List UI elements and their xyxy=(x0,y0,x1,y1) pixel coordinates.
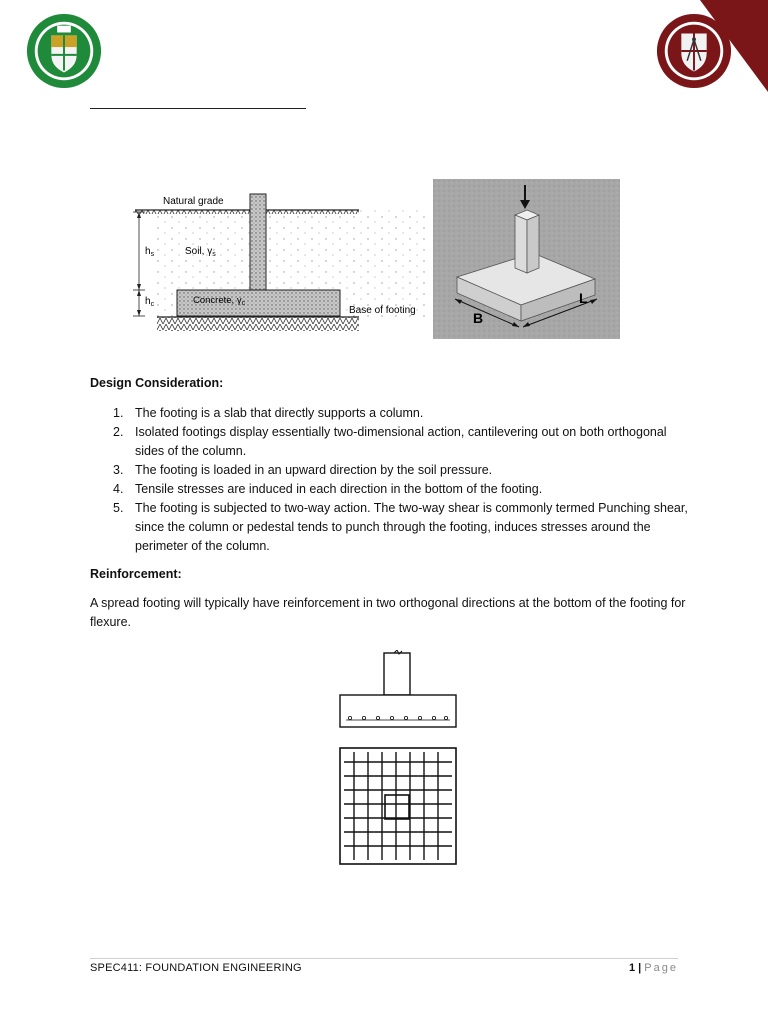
reinforcement-paragraph: A spread footing will typically have reinforcement in two orthogonal directions at the bottom of the footing for flexure. xyxy=(90,596,686,629)
footer-page-number xyxy=(600,962,678,974)
base-of-footing-label: Base of footing xyxy=(349,305,416,316)
list-item: 1. The footing is a slab that directly supports a column. xyxy=(113,406,424,420)
list-item: 5. The footing is subjected to two-way action. The two-way shear is commonly termed Punching shear, since the column or pedestal tends to punch through the footing, induces stresses around the perimeter of the column. xyxy=(113,501,688,553)
list-item: 2. Isolated footings display essentially two-dimensional action, cantilevering out on both orthogonal sides of the column. xyxy=(113,425,667,458)
reinforcement-heading: Reinforcement: xyxy=(90,567,182,581)
concrete-label: Concrete, $\gamma_c$ xyxy=(193,295,246,307)
reinforcement-diagram xyxy=(338,650,460,866)
list-item: 4. Tensile stresses are induced in each direction in the bottom of the footing. xyxy=(113,482,543,496)
design-consideration-list xyxy=(90,404,690,556)
page-word: Page xyxy=(644,962,678,974)
university-seal-left-icon xyxy=(25,12,103,90)
corner-accent xyxy=(0,0,768,100)
footing-section-diagram xyxy=(127,180,427,342)
list-item: 3. The footing is loaded in an upward direction by the soil pressure. xyxy=(113,463,493,477)
page-separator: | xyxy=(638,962,642,974)
hc-label: $h_c$ xyxy=(145,296,155,308)
header-rule xyxy=(90,108,306,109)
footer-course-title: SPEC411: FOUNDATION ENGINEERING xyxy=(90,962,302,974)
page-number: 1 xyxy=(628,962,636,974)
natural-grade-label: Natural grade xyxy=(163,196,224,207)
university-seal-right-icon xyxy=(655,12,733,90)
dimension-b-label: B xyxy=(473,310,484,326)
footer-rule xyxy=(90,958,678,959)
hs-label: $h_s$ xyxy=(145,246,155,258)
footing-3d-diagram xyxy=(433,179,620,339)
soil-label: Soil, $\gamma_s$ xyxy=(185,246,216,258)
dimension-l-label: L xyxy=(579,290,588,306)
design-consideration-heading: Design Consideration: xyxy=(90,376,224,390)
